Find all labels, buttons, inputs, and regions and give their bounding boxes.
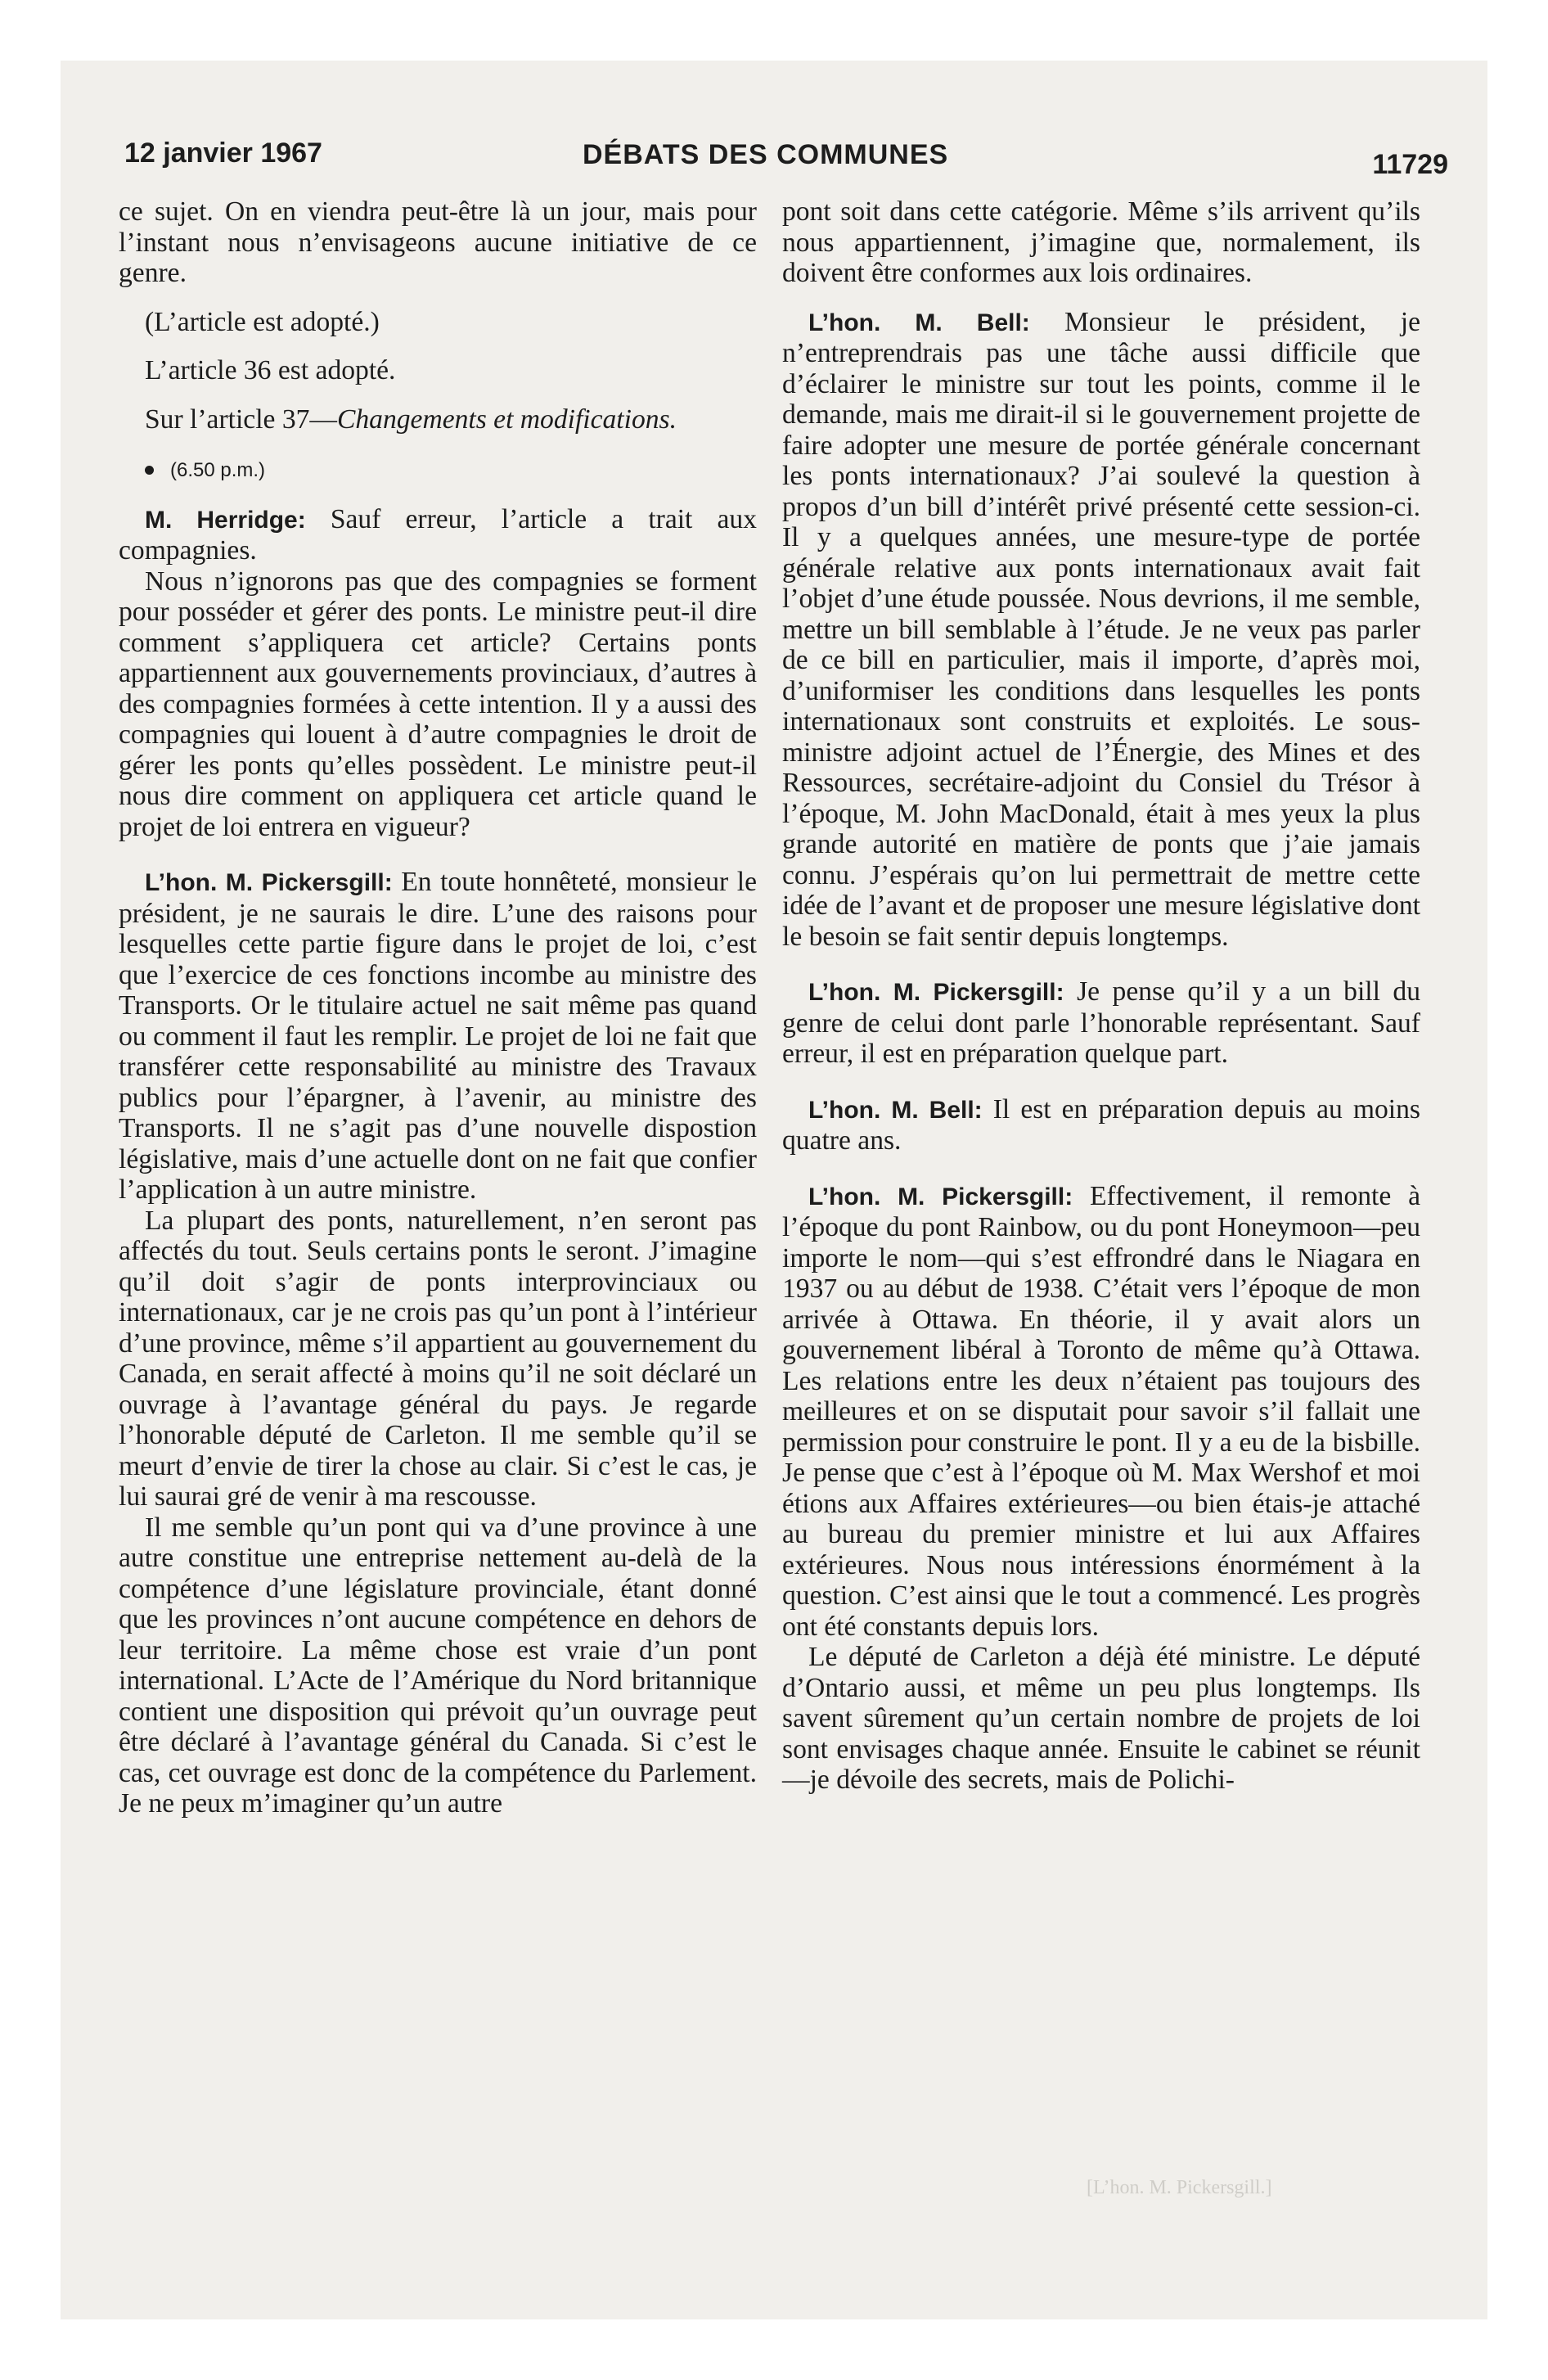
speech-text: Je pense qu’il y a un bill du genre de celui dont parle l’honorable représentant. Sauf erreur, il est en préparation quelque part. — [782, 976, 1421, 1069]
page-header — [124, 137, 1448, 187]
paragraph — [782, 976, 1420, 1070]
time-stamp: (6.50 p.m.) — [170, 459, 266, 481]
paragraph: ce sujet. On en viendra peut-être là un jour, mais pour l’instant nous n’envisageons aucune initiative de ce genre. — [119, 196, 757, 288]
time-marker — [119, 453, 757, 486]
paragraph — [782, 1181, 1420, 1643]
speaker-name: L’hon. M. Pickersgill: — [145, 869, 393, 896]
running-footer: [L’hon. M. Pickersgill.] — [1087, 2177, 1272, 2198]
paragraph: Nous n’ignorons pas que des compagnies se forment pour posséder et gérer des ponts. Le ministre peut-il dire comment s’appliquera cet article? Certains ponts appartiennent aux gouvernements provinciaux, d’autres à des compagnies formées à cette intention. Il y a aussi des compagnies qui louent à d’autre compagnies le droit de gérer les ponts qu’elles possèdent. Le ministre peut-il nous dire comment on appliquera cet article quand le projet de loi entrera en vigueur? — [119, 566, 757, 842]
speech-text: Il est en préparation depuis au moins quatre ans. — [782, 1093, 1420, 1156]
speech-text: Effectivement, il remonte à l’époque du pont Rainbow, ou du pont Honeymoon—peu importe le nom—qui s’est effrondré dans le Niagara en 1937 ou au début de 1938. C’était vers l’époque de mon arrivée à Ottawa. En théorie, il y avait alors un gouvernement libéral à Toronto de même qu’à Ottawa. Les relations entre les deux n’étaient pas toujours des meilleures et on se disputait pour savoir s’il fallait une permission pour construire le pont. Il y a eu de la bisbille. Je pense que c’est à l’époque où M. Max Wershof et moi étions aux Affaires extérieures—ou bien étais-je attaché au bureau du premier ministre et lui aux Affaires extérieures. Nous nous intéressions énormément à la question. C’est ainsi que le tout a commencé. Les progrès ont été constants depuis lors. — [782, 1180, 1420, 1642]
paragraph: Il me semble qu’un pont qui va d’une province à une autre constitue une entreprise nettement au-delà de la compétence d’une législature provinciale, étant donné que les provinces n’ont aucune compétence en dehors de leur territoire. La même chose est vraie d’un pont international. L’Acte de l’Amérique du Nord britannique contient une disposition qui prévoit qu’un ouvrage peut être déclaré à l’avantage général du Canada. Si c’est le cas, cet ouvrage est donc de la compétence du Parlement. Je ne peux m’imaginer qu’un autre — [119, 1512, 757, 1819]
bullet-icon — [145, 466, 154, 475]
header-date: 12 janvier 1967 — [124, 137, 322, 169]
paragraph — [119, 404, 757, 435]
left-column — [119, 196, 757, 1819]
speaker-name: L’hon. M. Pickersgill: — [808, 1183, 1073, 1210]
speech-text: Sauf erreur, l’article a trait aux compagnies. — [119, 503, 757, 566]
paragraph — [782, 307, 1420, 953]
paragraph: pont soit dans cette catégorie. Même s’ils arrivent qu’ils nous appartiennent, j’imagine que, normalement, ils doivent être conformes aux lois ordinaires. — [782, 196, 1420, 288]
right-column — [782, 196, 1420, 1796]
article-intro: Sur l’article 37— — [145, 403, 337, 435]
paragraph: Le député de Carleton a déjà été ministre. Le député d’Ontario aussi, et même un peu plus longtemps. Ils savent sûrement qu’un certain nombre de projets de loi sont envisages chaque année. Ensuite le cabinet se réunit—je dévoile des secrets, mais de Polichi- — [782, 1642, 1420, 1795]
article-title: Changements et modifications. — [336, 403, 677, 435]
header-title: DÉBATS DES COMMUNES — [583, 139, 949, 170]
speaker-name: L’hon. M. Bell: — [808, 1096, 983, 1124]
paragraph — [119, 504, 757, 566]
speaker-name: L’hon. M. Pickersgill: — [808, 979, 1064, 1006]
paragraph: L’article 36 est adopté. — [145, 355, 396, 385]
paragraph — [119, 867, 757, 1206]
paragraph — [782, 1094, 1420, 1156]
page-number: 11729 — [1372, 149, 1448, 180]
speaker-name: L’hon. M. Bell: — [808, 309, 1030, 336]
paragraph: La plupart des ponts, naturellement, n’en seront pas affectés du tout. Seuls certains ponts le seront. J’imagine qu’il doit s’agir de ponts interprovinciaux ou internationaux, car je ne crois pas qu’un pont à l’intérieur d’une province, même s’il appartient au gouvernement du Canada, en serait affecté à moins qu’il ne soit déclaré un ouvrage à l’avantage général du pays. Je regarde l’honorable député de Carleton. Il me semble qu’il se meurt d’envie de tirer la chose au clair. Si c’est le cas, je lui saurai gré de venir à ma rescousse. — [119, 1205, 757, 1512]
speaker-name: M. Herridge: — [145, 506, 306, 534]
paragraph: (L’article est adopté.) — [145, 306, 380, 337]
speech-text: En toute honnêteté, monsieur le président, je ne saurais le dire. L’une des raisons pour lesquelles cette partie figure dans le projet de loi, c’est que l’exercice de ces fonctions incombe au ministre des Transports. Or le titulaire actuel ne sait même pas quand ou comment il faut les remplir. Le projet de loi ne fait que transférer cette responsabilité au ministre des Travaux publics pour l’épargner, à l’avenir, au ministre des Transports. Il ne s’agit pas d’une nouvelle dispostion législative, mais d’une actuelle dont on ne fait que confier l’application à un autre ministre. — [119, 867, 757, 1205]
speech-text: Monsieur le président, je n’entreprendrais pas une tâche aussi difficile que d’éclairer le ministre sur tout les points, comme il le demande, mais me dirait-il si le gouvernement projette de faire adopter une mesure de portée générale concernant les ponts internationaux? J’ai soulevé la question à propos d’un bill d’intérêt privé présenté cette session-ci. Il y a quelques années, une mesure-type de portée générale relative aux ponts internationaux avait fait l’objet d’une étude poussée. Nous devrions, il me semble, mettre un bill semblable à l’étude. Je ne veux pas parler de ce bill en particulier, mais il importe, d’après moi, d’uniformiser les conditions dans lesquelles les ponts internationaux sont construits et exploités. Le sous-ministre adjoint actuel de l’Énergie, des Mines et des Ressources, secrétaire-adjoint du Consiel du Trésor à l’époque, M. John MacDonald, était à mes yeux la plus grande autorité en matière de ponts que j’aie jamais connu. J’espérais qu’on lui permettrait de mettre cette idée de l’avant et de proposer une mesure législative dont le besoin se fait sentir depuis longtemps. — [782, 306, 1420, 952]
